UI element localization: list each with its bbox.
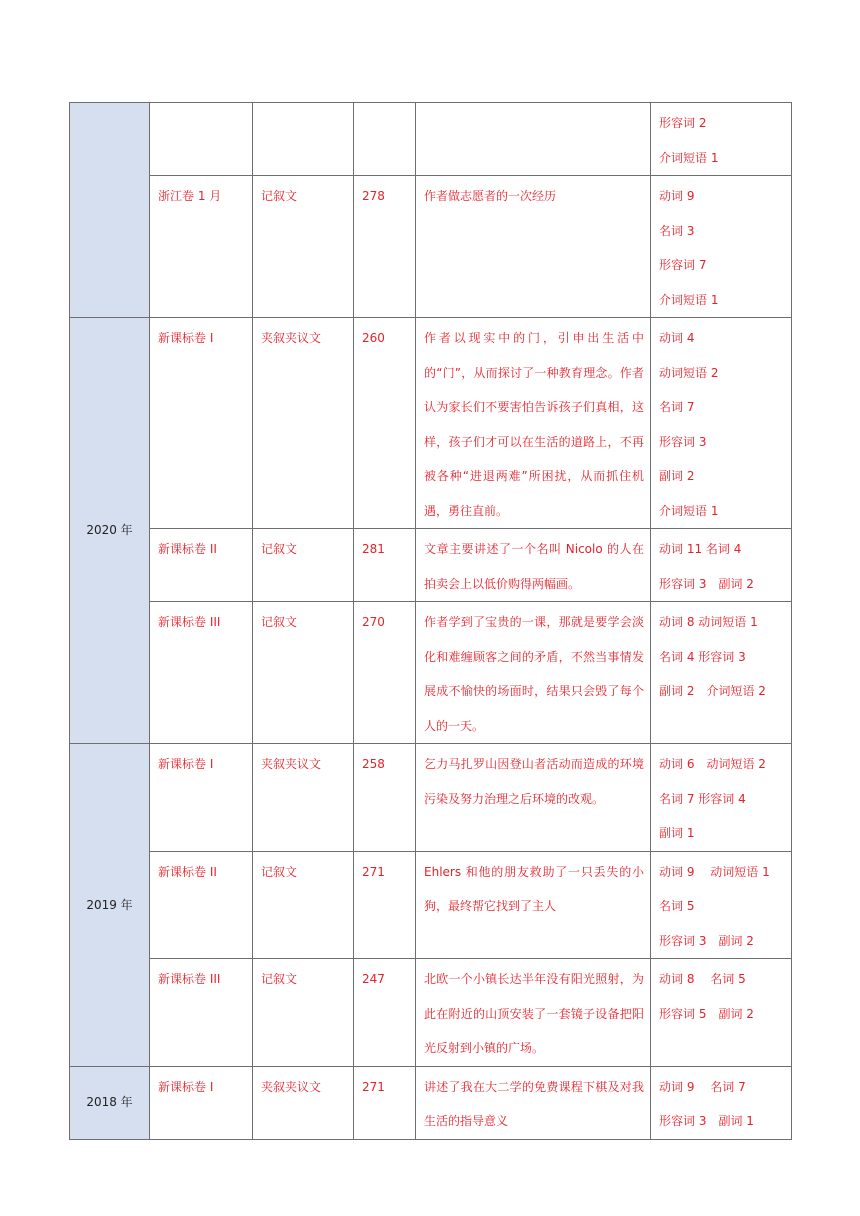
table-row [70, 176, 792, 318]
vocab-line: 动词 8 动词短语 1 [659, 615, 758, 629]
year-cell: 2018 年 [70, 1066, 150, 1139]
table-row [70, 602, 792, 744]
vocab-line: 副词 1 [659, 826, 695, 840]
genre-cell: 记叙文 [253, 851, 354, 959]
genre-cell: 记叙文 [253, 959, 354, 1067]
paper-cell: 新课标卷 I [150, 318, 253, 529]
summary-cell [416, 103, 651, 176]
table-row [70, 851, 792, 959]
vocab-cell [651, 851, 792, 959]
summary-text: 作者学到了宝贵的一课，那就是要学会淡化和难缠顾客之间的矛盾，不然当事情发展成不愉快的场面时，结果只会毁了每个人的一天。 [424, 615, 644, 733]
vocab-line: 形容词 3 副词 2 [659, 576, 754, 591]
vocab-cell [651, 318, 792, 529]
vocab-cell [651, 176, 792, 318]
genre-cell: 夹叙夹议文 [253, 744, 354, 852]
vocab-line: 动词 6 动词短语 2 [659, 757, 766, 771]
summary-cell [416, 959, 651, 1067]
table-row [70, 529, 792, 602]
word-count-cell: 281 [354, 529, 416, 602]
year-cell [70, 103, 150, 318]
vocab-line: 形容词 3 副词 2 [659, 933, 754, 948]
word-count-cell: 260 [354, 318, 416, 529]
vocab-line: 动词 4 [659, 331, 695, 345]
vocab-line: 介词短语 1 [659, 292, 719, 307]
genre-cell: 记叙文 [253, 602, 354, 744]
summary-cell [416, 851, 651, 959]
vocab-line: 介词短语 1 [659, 150, 719, 165]
summary-cell [416, 318, 651, 529]
word-count-cell: 270 [354, 602, 416, 744]
genre-cell: 记叙文 [253, 176, 354, 318]
vocab-line: 形容词 5 副词 2 [659, 1006, 754, 1021]
genre-cell: 夹叙夹议文 [253, 1066, 354, 1139]
table-row [70, 1066, 792, 1139]
vocab-line: 形容词 3 [659, 434, 707, 449]
summary-text: 作者以现实中的门，引申出生活中的“门”，从而探讨了一种教育理念。作者认为家长们不要害怕告诉孩子们真相，这样，孩子们才可以在生活的道路上，不再被各种“进退两难”所困扰，从而抓住机遇，勇往直前。 [424, 331, 644, 518]
vocab-line: 形容词 2 [659, 116, 707, 130]
vocab-cell [651, 1066, 792, 1139]
vocab-cell [651, 529, 792, 602]
paper-cell: 新课标卷 II [150, 529, 253, 602]
paper-cell: 新课标卷 I [150, 1066, 253, 1139]
summary-text: Ehlers 和他的朋友救助了一只丢失的小狗，最终帮它找到了主人 [424, 864, 644, 913]
year-cell: 2020 年 [70, 318, 150, 744]
summary-text: 讲述了我在大二学的免费课程下棋及对我生活的指导意义 [424, 1079, 644, 1128]
vocab-line: 副词 2 介词短语 2 [659, 684, 766, 698]
table-row [70, 744, 792, 852]
vocab-line: 动词 9 [659, 189, 695, 203]
paper-cell: 新课标卷 III [150, 602, 253, 744]
table-row [70, 318, 792, 529]
word-count-cell: 258 [354, 744, 416, 852]
word-count-cell: 247 [354, 959, 416, 1067]
vocab-line: 名词 7 形容词 4 [659, 791, 746, 806]
vocab-cell [651, 602, 792, 744]
summary-text: 乞力马扎罗山因登山者活动而造成的环境污染及努力治理之后环境的改观。 [424, 757, 644, 806]
vocab-line: 介词短语 1 [659, 503, 719, 518]
vocab-line: 形容词 7 [659, 258, 707, 272]
vocab-line: 名词 3 [659, 223, 695, 238]
word-count-cell: 278 [354, 176, 416, 318]
vocab-line: 名词 5 [659, 899, 695, 913]
vocab-line: 动词 9 名词 7 [659, 1079, 746, 1094]
summary-text: 作者做志愿者的一次经历 [424, 189, 557, 203]
paper-cell: 浙江卷 1 月 [150, 176, 253, 318]
vocab-cell [651, 103, 792, 176]
summary-cell [416, 602, 651, 744]
paper-cell [150, 103, 253, 176]
paper-cell: 新课标卷 I [150, 744, 253, 852]
vocab-line: 动词 9 动词短语 1 [659, 864, 770, 879]
exam-analysis-table [69, 102, 792, 1140]
paper-cell: 新课标卷 II [150, 851, 253, 959]
vocab-cell [651, 744, 792, 852]
vocab-line: 副词 2 [659, 469, 695, 483]
vocab-line: 动词 11 名词 4 [659, 542, 742, 556]
summary-text: 文章主要讲述了一个名叫 Nicolo 的人在拍卖会上以低价购得两幅画。 [424, 542, 644, 591]
summary-cell [416, 176, 651, 318]
summary-cell [416, 744, 651, 852]
genre-cell [253, 103, 354, 176]
vocab-line: 动词 8 名词 5 [659, 972, 746, 986]
genre-cell: 夹叙夹议文 [253, 318, 354, 529]
vocab-line: 形容词 3 副词 1 [659, 1114, 754, 1128]
word-count-cell: 271 [354, 1066, 416, 1139]
word-count-cell: 271 [354, 851, 416, 959]
genre-cell: 记叙文 [253, 529, 354, 602]
vocab-line: 名词 7 [659, 400, 695, 414]
table-row [70, 103, 792, 176]
vocab-line: 名词 4 形容词 3 [659, 649, 746, 664]
table-row [70, 959, 792, 1067]
vocab-line: 动词短语 2 [659, 365, 719, 380]
word-count-cell [354, 103, 416, 176]
year-cell: 2019 年 [70, 744, 150, 1067]
summary-cell [416, 529, 651, 602]
summary-cell [416, 1066, 651, 1139]
vocab-cell [651, 959, 792, 1067]
summary-text: 北欧一个小镇长达半年没有阳光照射，为此在附近的山顶安装了一套镜子设备把阳光反射到小镇的广场。 [424, 972, 644, 1055]
paper-cell: 新课标卷 III [150, 959, 253, 1067]
